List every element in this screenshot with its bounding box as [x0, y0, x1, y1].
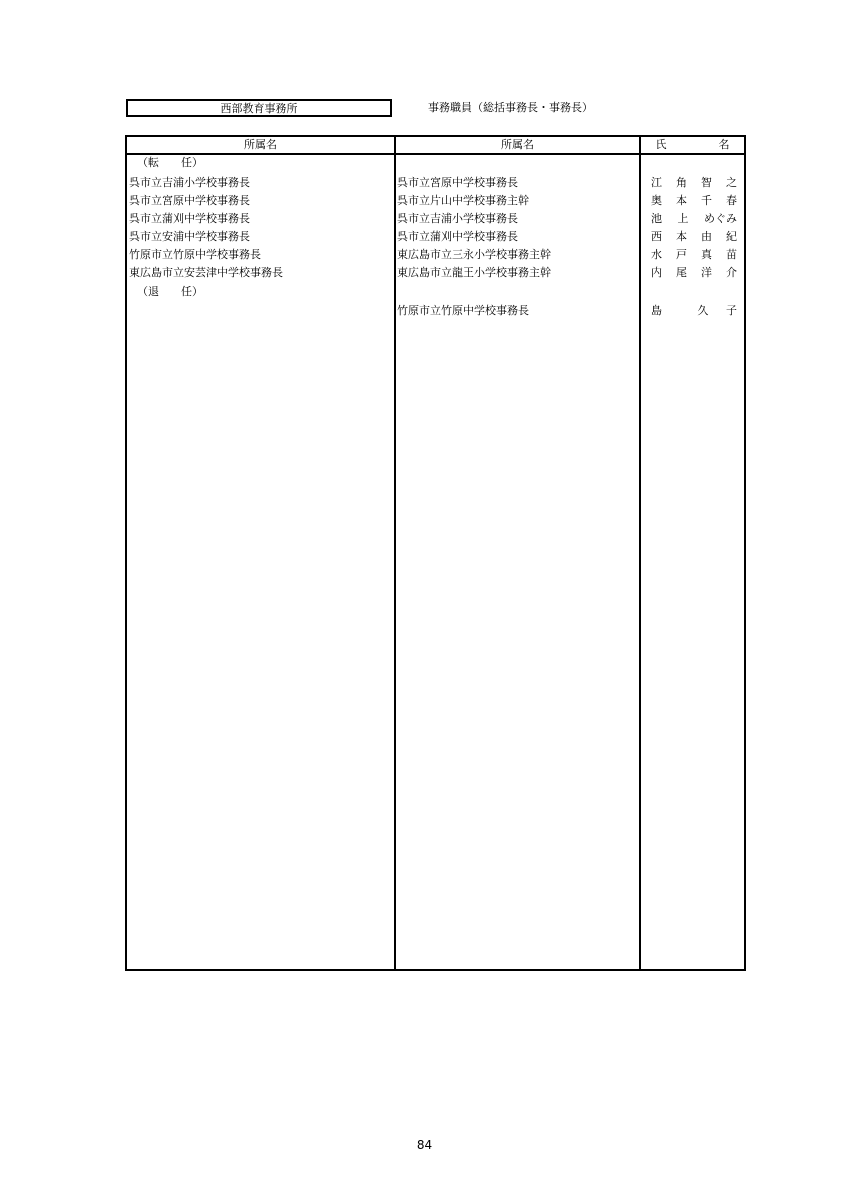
to-affiliation: 呉市立吉浦小学校事務長 [397, 212, 518, 225]
section-label-transfer: （転 任） [137, 156, 203, 169]
person-name: 島 久 子 [651, 304, 737, 317]
section-label-retirement: （退 任） [137, 285, 203, 298]
person-name: 西 本 由 紀 [651, 230, 737, 243]
page-number: 84 [416, 1138, 433, 1152]
person-name: 奥 本 千 春 [651, 194, 737, 207]
person-name: 水 戸 真 苗 [651, 248, 737, 261]
to-affiliation: 呉市立片山中学校事務主幹 [397, 194, 529, 207]
to-affiliation: 東広島市立龍王小学校事務主幹 [397, 266, 551, 279]
person-name: 池 上 めぐみ [651, 212, 737, 225]
from-affiliation: 竹原市立竹原中学校事務長 [129, 248, 261, 261]
to-affiliation: 呉市立蒲刈中学校事務長 [397, 230, 518, 243]
person-name: 内 尾 洋 介 [651, 266, 737, 279]
header-divider [127, 153, 744, 155]
table-row [127, 174, 744, 192]
from-affiliation: 東広島市立安芸津中学校事務長 [129, 266, 283, 279]
to-affiliation: 呉市立宮原中学校事務長 [397, 176, 518, 189]
to-affiliation: 竹原市立竹原中学校事務長 [397, 304, 529, 317]
table-row [127, 210, 744, 228]
table-row [127, 228, 744, 246]
from-affiliation: 呉市立宮原中学校事務長 [129, 194, 250, 207]
from-affiliation: 呉市立蒲刈中学校事務長 [129, 212, 250, 225]
office-name-box [126, 99, 392, 117]
office-name: 西部教育事務所 [220, 102, 298, 115]
from-affiliation: 呉市立安浦中学校事務長 [129, 230, 250, 243]
personnel-table [125, 135, 746, 971]
column-header-name: 氏 名 [655, 138, 740, 151]
person-name: 江 角 智 之 [651, 176, 737, 189]
from-affiliation: 呉市立吉浦小学校事務長 [129, 176, 250, 189]
table-row [127, 246, 744, 264]
table-row [127, 302, 744, 320]
staff-category: 事務職員（総括事務長・事務長） [428, 101, 593, 114]
column-header-to: 所属名 [501, 138, 534, 151]
table-row [127, 264, 744, 282]
column-header-from: 所属名 [244, 138, 277, 151]
to-affiliation: 東広島市立三永小学校事務主幹 [397, 248, 551, 261]
table-row [127, 192, 744, 210]
